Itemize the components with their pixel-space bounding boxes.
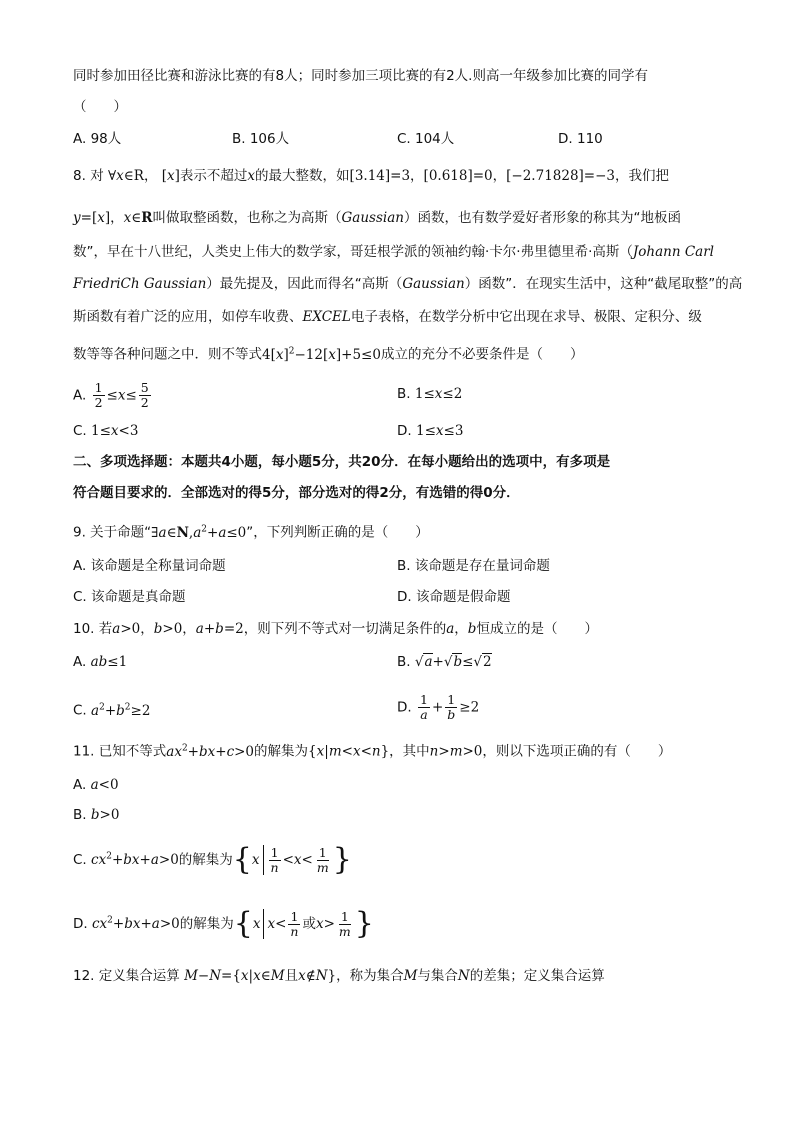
formula: { [233,906,253,941]
q8-text: ， [110,210,124,226]
option-letter: C. [73,702,87,719]
q9-option-c: C. 该命题是真命题 [73,589,186,605]
formula: x∈R [123,210,153,226]
q8-stem-line-3 [73,242,714,262]
q8-text: 数等等各种问题之中．则不等式 [73,346,262,363]
formula: [−2.71828]=−3 [506,168,616,184]
q11-text: ，其中 [389,743,430,760]
q8-stem-line-4 [73,274,742,294]
q8-text: ， [410,168,424,184]
formula: } [332,842,352,877]
q12-text: 与集合 [417,968,458,984]
q8-text: 成立的充分不必要条件是（ ） [380,346,584,363]
q8-text: ，我们把 [615,168,670,184]
formula: + [431,699,444,716]
q7-option-a: A. 98人 [73,131,122,147]
option-letter: A. [73,777,87,793]
formula: [3.14]=3 [349,168,411,184]
option-letter: D. [397,423,412,439]
formula: $ax^2+bx+c>0$ [166,743,255,760]
q8-stem-line-5 [73,307,702,327]
formula: $4[x]^2-12[x]+5\le 0$ [262,346,381,363]
q8-text: 数”，早在十八世纪，人类史上伟大的数学家，哥廷根学派的领袖约翰·卡尔·弗里德里希·高斯（ [73,244,633,260]
q9-option-a: A. 该命题是全称量词命题 [73,558,226,574]
q7-option-d: D. 110 [558,131,603,147]
formula: ∀x∈R [107,168,144,184]
formula: { [232,842,252,877]
q10-stem [73,619,598,639]
formula: 1≤x≤2 [414,386,463,402]
q8-stem-line-1 [73,166,669,186]
q12-text: 的差集；定义集合运算 [469,968,605,984]
q11-text: ，则以下选项正确的有（ ） [482,743,672,760]
formula: a+b=2 [195,621,244,637]
formula: $\frac{1}{m}$ [316,844,329,875]
q8-text: 表示不超过 [179,168,248,184]
q8-text: Johann Carl [632,244,714,260]
option-letter: A. [73,387,87,404]
q7-answer-paren: （ ） [73,99,127,115]
formula: y=[x] [73,210,111,226]
formula [263,909,264,939]
option-letter: B. [397,386,411,402]
formula: x∉N} [298,968,337,984]
formula [263,845,264,875]
q12-text: ，称为集合 [336,968,404,984]
q8-text: ）最先提及，因此而得名“高斯（ [206,276,403,292]
q10-text: 恒成立的是（ ） [476,621,598,637]
q11-stem [73,738,671,762]
formula: $\frac{5}{2}$ [140,380,149,410]
q11-text: 的解集为 [178,852,233,868]
option-letter: C. [73,852,87,868]
q8-text: 斯函数有着广泛的应用，如停车收费、 [73,309,303,325]
formula: x< [267,916,287,932]
q8-option-b [397,384,462,404]
q12-text: 12. 定义集合运算 [73,968,180,984]
formula: ≤x≤ [106,387,137,404]
q8-text: ， [143,168,158,184]
q8-text: EXCEL [302,309,351,325]
q11-text: 的解集为 [179,916,234,932]
option-letter: D. [397,699,412,716]
q8-text: ）函数，也有数学爱好者形象的称其为“地板函 [403,210,681,226]
formula: $a^2+b^2\ge 2$ [91,702,151,719]
formula: 1≤x≤3 [415,423,464,439]
option-letter: D. [73,916,88,932]
formula: ab≤1 [90,654,128,670]
q9-option-d: D. 该命题是假命题 [397,589,511,605]
q10-option-c [73,697,150,721]
formula: x> [315,916,335,932]
q11-text: 11. 已知不等式 [73,743,167,760]
q8-text: ）函数”．在现实生活中，这种“截尾取整”的高 [464,276,743,292]
formula: x [247,168,256,184]
option-letter: A. [73,654,87,670]
q8-stem-line-6 [73,341,583,365]
formula: {x|m<x<n} [308,743,390,760]
q12-text: 且 [284,968,299,984]
q11-option-c [73,842,352,877]
formula: b>0 [153,621,183,637]
formula: M−N={x|x∈M [184,968,285,984]
q8-text: 对 [90,168,104,184]
formula: <x< [282,852,313,868]
formula: n>m>0 [429,743,483,760]
formula: a>0 [112,621,141,637]
formula: $\frac{1}{m}$ [338,908,351,939]
q8-text: 叫做取整函数，也称之为高斯（ [152,210,342,226]
formula: $\exists a\in N,a^2+a\le 0$ [151,524,247,541]
formula: a [446,621,455,637]
formula: [0.618]=0 [423,168,493,184]
q11-text: 或 [302,916,316,932]
q8-text: 的最大整数，如 [255,168,350,184]
q11-option-a [73,775,119,795]
formula: b [467,621,477,637]
q9-text: 9. 关于命题“ [73,524,152,541]
q10-text: ， [454,621,468,637]
q12-stem [73,966,605,986]
q10-text: ， [182,621,196,637]
q8-text: Gaussian [402,276,465,292]
formula: } [354,906,374,941]
q11-text: 的解集为 [254,743,309,760]
q8-option-d [397,421,463,441]
q9-option-b: B. 该命题是存在量词命题 [397,558,550,574]
q10-text: 10. 若 [73,621,113,637]
formula: x [251,852,260,868]
section-2-heading-line-2: 符合题目要求的．全部选对的得5分，部分选对的得2分，有选错的得0分． [73,485,520,501]
formula: a<0 [90,777,119,793]
formula: M [403,968,418,984]
option-letter: B. [397,654,411,670]
q8-number: 8. [73,168,86,184]
option-letter: C. [73,423,87,439]
q9-stem [73,519,429,543]
q7-stem-line: 同时参加田径比赛和游泳比赛的有8人；同时参加三项比赛的有2人.则高一年级参加比赛的同学有 [73,68,648,84]
q7-option-c: C. 104人 [397,131,455,147]
q8-text: 电子表格，在数学分析中它出现在求导、极限、定积分、级 [350,309,702,325]
formula: b>0 [90,807,120,823]
formula: ≥2 [459,699,480,716]
formula: N [457,968,470,984]
q7-option-b: B. 106人 [232,131,290,147]
formula: $\frac{1}{b}$ [447,692,456,722]
section-2-heading-line-1: 二、多项选择题：本题共4小题，每小题5分，共20分．在每小题给出的选项中，有多项是 [73,454,611,470]
q11-option-b [73,805,119,825]
formula: $\frac{1}{n}$ [290,908,299,939]
formula: $\frac{1}{n}$ [270,844,279,875]
q8-text: ， [492,168,507,184]
q8-text: FriedriCh Gaussian [73,276,207,292]
formula: $\frac{1}{2}$ [94,380,103,410]
option-letter: B. [73,807,87,823]
formula: $cx^2+bx+a>0$ [91,915,180,932]
formula: $\frac{1}{a}$ [419,692,428,722]
q8-text: Gaussian [341,210,404,226]
q10-option-a [73,652,127,672]
formula: √a+√b≤√2 [414,654,492,670]
formula: 1≤x<3 [91,423,139,439]
q8-option-a [73,381,153,410]
q8-stem-line-2 [73,208,681,228]
formula: x [252,916,261,932]
formula: [x] [161,168,180,184]
formula: $cx^2+bx+a>0$ [91,851,179,868]
q8-option-c [73,421,138,441]
q11-option-d [73,906,374,941]
q10-option-d [397,693,479,722]
q10-text: ，则下列不等式对一切满足条件的 [243,621,447,637]
q9-text: ”，下列判断正确的是（ ） [246,524,429,541]
q10-text: ， [140,621,154,637]
q10-option-b [397,652,492,672]
